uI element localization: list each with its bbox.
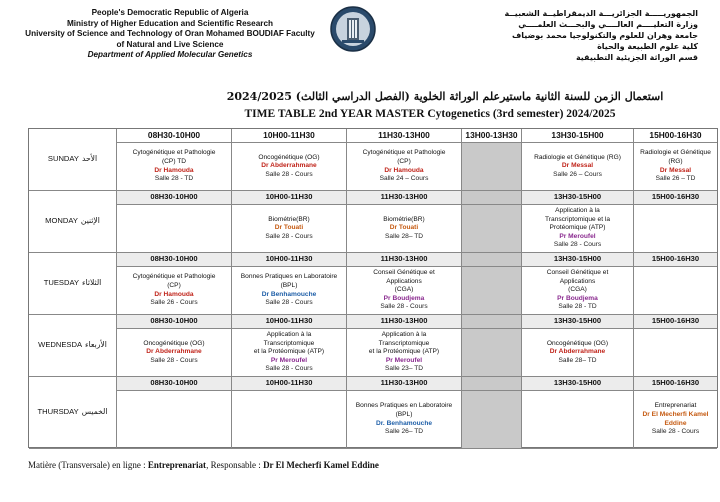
lunch-break-cell: [462, 391, 522, 449]
room-label: Salle 28 - Cours: [651, 428, 700, 436]
day-name: MONDAY: [45, 216, 78, 226]
header-line: University of Science and Technology of Oran Mohamed BOUDIAF Faculty: [25, 29, 315, 38]
room-label: Salle 28 - Cours: [265, 365, 313, 373]
course-slot: [117, 143, 232, 191]
footer-subject: Entreprenariat: [147, 460, 207, 470]
course-slot: [522, 143, 634, 191]
course-slot: [347, 329, 462, 377]
course-name: Application à la: [555, 207, 600, 215]
course-name: Biométrie(BR): [383, 215, 425, 223]
time-slot-header: [117, 315, 232, 329]
teacher-name: Dr Benhamouche: [261, 290, 317, 298]
header-line-ar: جامعة وهران للعلوم والتكنولوجيا محمد بوضياف: [512, 31, 698, 40]
course-name: Radiologie et Génétique (RG): [534, 153, 621, 161]
time-slot-header: [117, 253, 232, 267]
teacher-name: Dr Hamouda: [154, 290, 194, 298]
time-slot-header: [347, 377, 462, 391]
time-slot-header: [462, 129, 522, 143]
time-slot-header: [634, 315, 717, 329]
course-slot: [634, 391, 717, 449]
footer-note: [28, 460, 379, 470]
title-english: TIME TABLE 2nd YEAR MASTER Cytogenetics (3rd semester) 2024/2025: [244, 108, 616, 120]
course-name: Cytogénétique et Pathologie: [132, 149, 216, 157]
teacher-name: Pr Meroufel: [270, 356, 308, 364]
time-slot-header: [232, 129, 347, 143]
day-name: TUESDAY: [43, 278, 80, 288]
course-name: Transcriptomique et la: [545, 215, 610, 223]
course-name: Protéomique (ATP): [549, 224, 606, 232]
time-slot-header: [522, 129, 634, 143]
day-name: SUNDAY: [47, 154, 79, 164]
time-text: 15H00-16H30: [651, 378, 700, 388]
department-name: Department of Applied Molecular Genetics: [87, 50, 253, 59]
time-slot-header: [522, 253, 634, 267]
time-text: 08H30-10H00: [150, 378, 198, 388]
day-name: THURSDAY: [37, 407, 79, 417]
lunch-break-cell: [462, 315, 522, 329]
course-slot: [232, 391, 347, 449]
teacher-name: Dr Messal: [659, 166, 692, 174]
course-name: Conseil Génétique et: [373, 269, 435, 277]
course-slot: [117, 391, 232, 449]
teacher-name: Dr Abderrahmane: [261, 162, 317, 170]
course-slot: [347, 143, 462, 191]
header-right: [398, 8, 698, 63]
room-label: Salle 28 - Cours: [265, 299, 313, 307]
time-slot-header: [232, 315, 347, 329]
teacher-name: Dr El Mecherfi Kamel Eddine: [642, 410, 709, 427]
time-text: 08H30-10H00: [150, 316, 198, 326]
course-name: Application à la: [381, 331, 427, 339]
course-slot: [117, 205, 232, 253]
header-line-ar: وزارة التعليــــم العالــــي والبحـــث العلمــــي: [518, 20, 698, 29]
time-slot-header: [522, 315, 634, 329]
room-label: Salle 28 - Cours: [380, 303, 428, 311]
room-label: Salle 28 - Cours: [553, 241, 602, 249]
course-name: Conseil Génétique et: [546, 269, 609, 277]
course-slot: [232, 143, 347, 191]
course-name: Transcriptomique: [263, 339, 315, 347]
title-arabic: استعمال الزمن للسنة الثانية ماستيرعلم الوراثة الخلوية (الفصل الدراسي الثالث) 2024/2025: [226, 90, 664, 103]
course-name: Oncogénétique (OG): [546, 339, 609, 347]
course-slot: [117, 267, 232, 315]
lunch-break-cell: [462, 191, 522, 205]
time-text: 10H00-11H30: [265, 254, 313, 264]
teacher-name: Pr Meroufel: [385, 356, 423, 364]
room-label: Salle 28 - Cours: [265, 232, 313, 240]
course-name: Transcriptomique: [378, 339, 430, 347]
teacher-name: Pr Boudjema: [383, 294, 425, 302]
day-name-ar: الثلاثاء: [82, 278, 102, 288]
course-name: (BPL): [395, 410, 413, 418]
time-slot-header: [117, 377, 232, 391]
header-line: of Natural and Live Science: [116, 39, 224, 49]
room-label: Salle 23– TD: [385, 365, 423, 373]
course-slot: [634, 205, 717, 253]
time-slot-header: [232, 377, 347, 391]
time-text: 15H00-16H30: [651, 316, 700, 326]
room-label: Salle 28 - TD: [154, 175, 194, 183]
teacher-name: Dr Touati: [274, 224, 304, 232]
time-text: 13H30-15H00: [553, 192, 602, 202]
course-name: (CP) TD: [161, 157, 187, 165]
time-slot-header: [232, 191, 347, 205]
room-label: Salle 28 - Cours: [265, 170, 313, 178]
time-text: 15H00-16H30: [651, 254, 700, 264]
time-slot-header: [522, 377, 634, 391]
course-name: (BPL): [280, 281, 298, 289]
lunch-break-cell: [462, 205, 522, 253]
course-name: (CGA): [394, 286, 414, 294]
course-slot: [347, 391, 462, 449]
course-slot: [232, 267, 347, 315]
course-slot: [522, 267, 634, 315]
time-slot-header: [232, 253, 347, 267]
university-logo-icon: [330, 4, 376, 54]
teacher-name: Dr. Benhamouche: [375, 419, 433, 427]
lunch-break-cell: [462, 253, 522, 267]
room-label: Salle 26 - Cours: [150, 299, 198, 307]
time-text: 08H30-10H00: [150, 192, 198, 202]
lunch-break-cell: [462, 143, 522, 191]
time-text: 10H00-11H30: [265, 316, 313, 326]
time-slot-header: [522, 191, 634, 205]
footer-responsible: Dr El Mecherfi Kamel Eddine: [263, 460, 379, 470]
header-line-ar: الجمهوريـــــة الجزائريـــة الديمقراطيــة الشعبيــة: [504, 9, 698, 18]
time-text: 11H30-13H00: [380, 192, 428, 202]
course-name: (CGA): [568, 286, 587, 294]
course-name: Entreprenariat: [654, 402, 697, 410]
day-name-ar: الإثنين: [80, 216, 100, 226]
course-name: Applications: [386, 277, 422, 285]
course-name: Biométrie(BR): [268, 215, 310, 223]
time-text: 08H30-10H00: [147, 130, 201, 141]
day-label: [29, 253, 117, 315]
time-slot-header: [117, 191, 232, 205]
course-name: Oncogénétique (OG): [143, 339, 205, 347]
course-name: Cytogénétique et Pathologie: [132, 273, 216, 281]
day-label: [29, 315, 117, 377]
room-label: Salle 28– TD: [558, 356, 597, 364]
time-text: 11H30-13H00: [378, 130, 430, 141]
timetable-grid: [28, 128, 718, 448]
lunch-break-cell: [462, 377, 522, 391]
teacher-name: Dr Abderrahmane: [146, 348, 202, 356]
course-slot: [634, 267, 717, 315]
time-text: 13H30-15H00: [553, 316, 602, 326]
course-name: et la Protéomique (ATP): [368, 348, 440, 356]
room-label: Salle 26 – Cours: [553, 170, 602, 178]
time-slot-header: [347, 315, 462, 329]
room-label: Salle 26– TD: [385, 428, 423, 436]
course-name: Oncogénétique (OG): [258, 153, 320, 161]
course-name: Radiologie et Génétique (RG): [640, 149, 711, 165]
time-text: 08H30-10H00: [150, 254, 198, 264]
course-slot: [347, 205, 462, 253]
course-slot: [634, 143, 717, 191]
time-text: 15H00-16H30: [651, 192, 700, 202]
time-slot-header: [634, 129, 717, 143]
course-name: Bonnes Pratiques en Laboratoire: [355, 402, 453, 410]
course-slot: [522, 329, 634, 377]
course-slot: [522, 205, 634, 253]
course-name: Application à la: [266, 331, 312, 339]
time-slot-header: [347, 191, 462, 205]
course-slot: [232, 205, 347, 253]
time-text: 10H00-11H30: [263, 130, 315, 141]
course-slot: [347, 267, 462, 315]
day-label: [29, 129, 117, 191]
time-text: 15H00-16H30: [649, 130, 702, 141]
lunch-break-cell: [462, 267, 522, 315]
teacher-name: Pr Meroufel: [559, 232, 596, 240]
room-label: Salle 26 – TD: [655, 175, 696, 183]
teacher-name: Pr Boudjema: [557, 294, 598, 302]
time-slot-header: [634, 191, 717, 205]
header-line-ar: كلية علوم الطبيعة والحياة: [597, 42, 698, 51]
teacher-name: Dr Touati: [389, 224, 419, 232]
day-name: WEDNESDA: [38, 340, 83, 350]
time-slot-header: [347, 253, 462, 267]
time-slot-header: [634, 377, 717, 391]
course-slot: [522, 391, 634, 449]
course-name: Bonnes Pratiques en Laboratoire: [240, 273, 338, 281]
teacher-name: Dr Hamouda: [384, 166, 424, 174]
room-label: Salle 28 - Cours: [150, 356, 198, 364]
room-label: Salle 24 – Cours: [379, 175, 429, 183]
footer-prefix: Matière (Transversale) en ligne :: [28, 460, 148, 470]
footer-middle: , Responsable :: [206, 460, 264, 470]
header-left: [20, 8, 320, 61]
time-text: 13H00-13H30: [465, 130, 518, 141]
day-name-ar: الخميس: [81, 407, 108, 417]
time-slot-header: [117, 129, 232, 143]
time-text: 13H30-15H00: [553, 254, 602, 264]
time-text: 13H30-15H00: [551, 130, 604, 141]
teacher-name: Dr Hamouda: [154, 166, 194, 174]
course-name: (CP): [397, 157, 411, 165]
day-name-ar: الأحد: [81, 154, 98, 164]
time-slot-header: [347, 129, 462, 143]
day-label: [29, 191, 117, 253]
header-line: Ministry of Higher Education and Scientific Research: [66, 18, 274, 28]
header-line-ar: قسم الوراثة الجزيئية التطبيقية: [575, 53, 698, 62]
course-slot: [117, 329, 232, 377]
room-label: Salle 28– TD: [385, 232, 423, 240]
room-label: Salle 28 - TD: [558, 303, 597, 311]
course-slot: [634, 329, 717, 377]
course-name: (CP): [167, 281, 181, 289]
course-name: et la Protéomique (ATP): [253, 348, 325, 356]
course-name: Applications: [559, 277, 596, 285]
time-text: 11H30-13H00: [380, 378, 428, 388]
time-text: 13H30-15H00: [553, 378, 602, 388]
course-slot: [232, 329, 347, 377]
lunch-break-cell: [462, 329, 522, 377]
teacher-name: Dr Abderrahmane: [549, 348, 606, 356]
day-name-ar: الأربعاء: [85, 340, 107, 350]
course-name: Cytogénétique et Pathologie: [362, 149, 446, 157]
time-slot-header: [634, 253, 717, 267]
time-text: 10H00-11H30: [265, 192, 313, 202]
teacher-name: Dr Messal: [561, 162, 594, 170]
time-text: 10H00-11H30: [265, 378, 313, 388]
day-label: [29, 377, 117, 449]
header-line: People's Democratic Republic of Algeria: [91, 8, 249, 17]
time-text: 11H30-13H00: [380, 316, 428, 326]
time-text: 11H30-13H00: [380, 254, 428, 264]
